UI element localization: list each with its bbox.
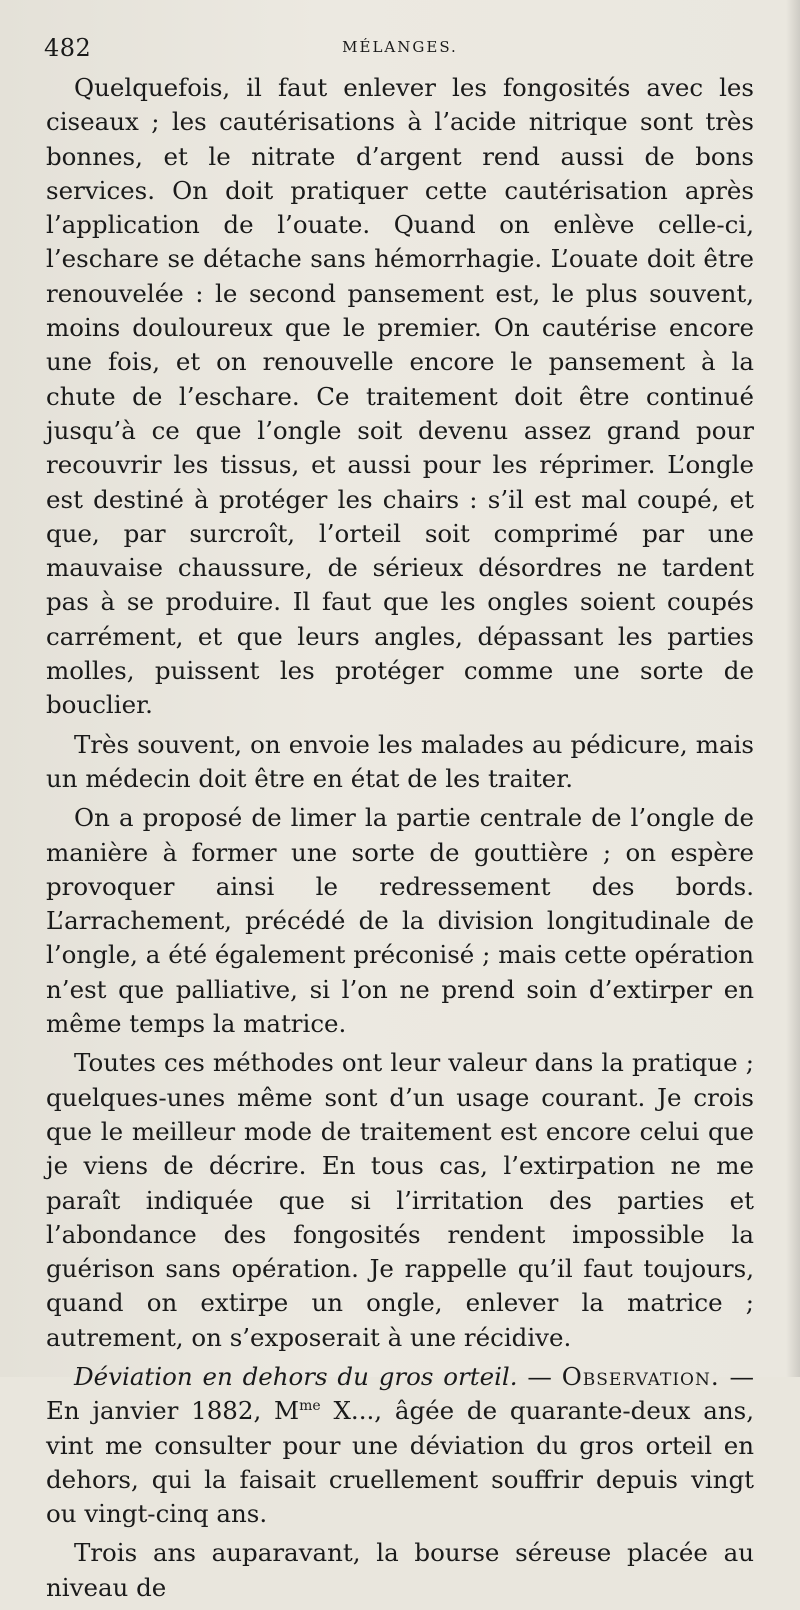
paragraph-treatment: Toutes ces méthodes ont leur valeur dans la pratique ; quelques-unes même sont d’un usage courant. Je crois que le meilleur mode de traitement est encore celui que je viens de décrire. En tous cas, l’extirpation ne me paraît indiquée que si l’irritation des parties et l’abondance des fongosités rendent impossible la guérison sans opération. Je rappelle qu’il faut toujours, quand on extirpe un ongle, enlever la matrice ; autrement, on s’exposerait à une récidive.	[46, 1048, 754, 1352]
dash: —	[517, 1361, 562, 1391]
observation-label: Observation.	[561, 1361, 720, 1391]
paragraph-pedicure: Très souvent, on envoie les malades au pédicure, mais un médecin doit être en état de les traiter.	[46, 729, 754, 793]
running-title: MÉLANGES.	[342, 38, 458, 56]
title-superscript: me	[299, 1398, 321, 1415]
paragraph-methods: On a proposé de limer la partie centrale de l’ongle de manière à former une sorte de gouttière ; on espère provoquer ainsi le redressement des bords. L’arrachement, précédé de la division longitudinale de l’ongle, a été également préconisé ; mais cette opération n’est que palliative, si l’on ne prend soin d’extirper en même temps la matrice.	[46, 803, 754, 1039]
dash: —	[719, 1361, 754, 1391]
observation-text-start: En janvier 1882, M	[46, 1396, 300, 1426]
page-header	[44, 34, 756, 64]
paragraph-continued: Trois ans auparavant, la bourse séreuse placée au niveau de	[46, 1538, 754, 1602]
observation-heading: Déviation en dehors du gros orteil.	[74, 1361, 518, 1391]
observation-text-rest: X..., âgée de quarante-deux ans, vint me consulter pour une déviation du gros orteil en dehors, qui la faisait cruellement souffrir depuis vingt ou vingt-cinq ans.	[46, 1396, 754, 1529]
paragraph-observation	[46, 1360, 754, 1531]
body-text	[46, 71, 754, 1610]
paragraph-cauterisation: Quelquefois, il faut enlever les fongosités avec les ciseaux ; les cautérisations à l’acide nitrique sont très bonnes, et le nitrate d’argent rend aussi de bons services. On doit pratiquer cette cautérisation après l’application de l’ouate. Quand on enlève celle-ci, l’eschare se détache sans hémorrhagie. L’ouate doit être renouvelée : le second pansement est, le plus souvent, moins douloureux que le premier. On cautérise encore une fois, et on renouvelle encore le pansement à la chute de l’eschare. Ce traitement doit être continué jusqu’à ce que l’ongle soit devenu assez grand pour recouvrir les tissus, et aussi pour les réprimer. L’ongle est destiné à protéger les chairs : s’il est mal coupé, et que, par surcroît, l’orteil soit comprimé par une mauvaise chaussure, de sérieux désordres ne tardent pas à se produire. Il faut que les ongles soient coupés carrément, et que leurs angles, dépassant les parties molles, puissent les protéger comme une sorte de bouclier.	[46, 73, 754, 720]
page-number: 482	[44, 34, 92, 62]
